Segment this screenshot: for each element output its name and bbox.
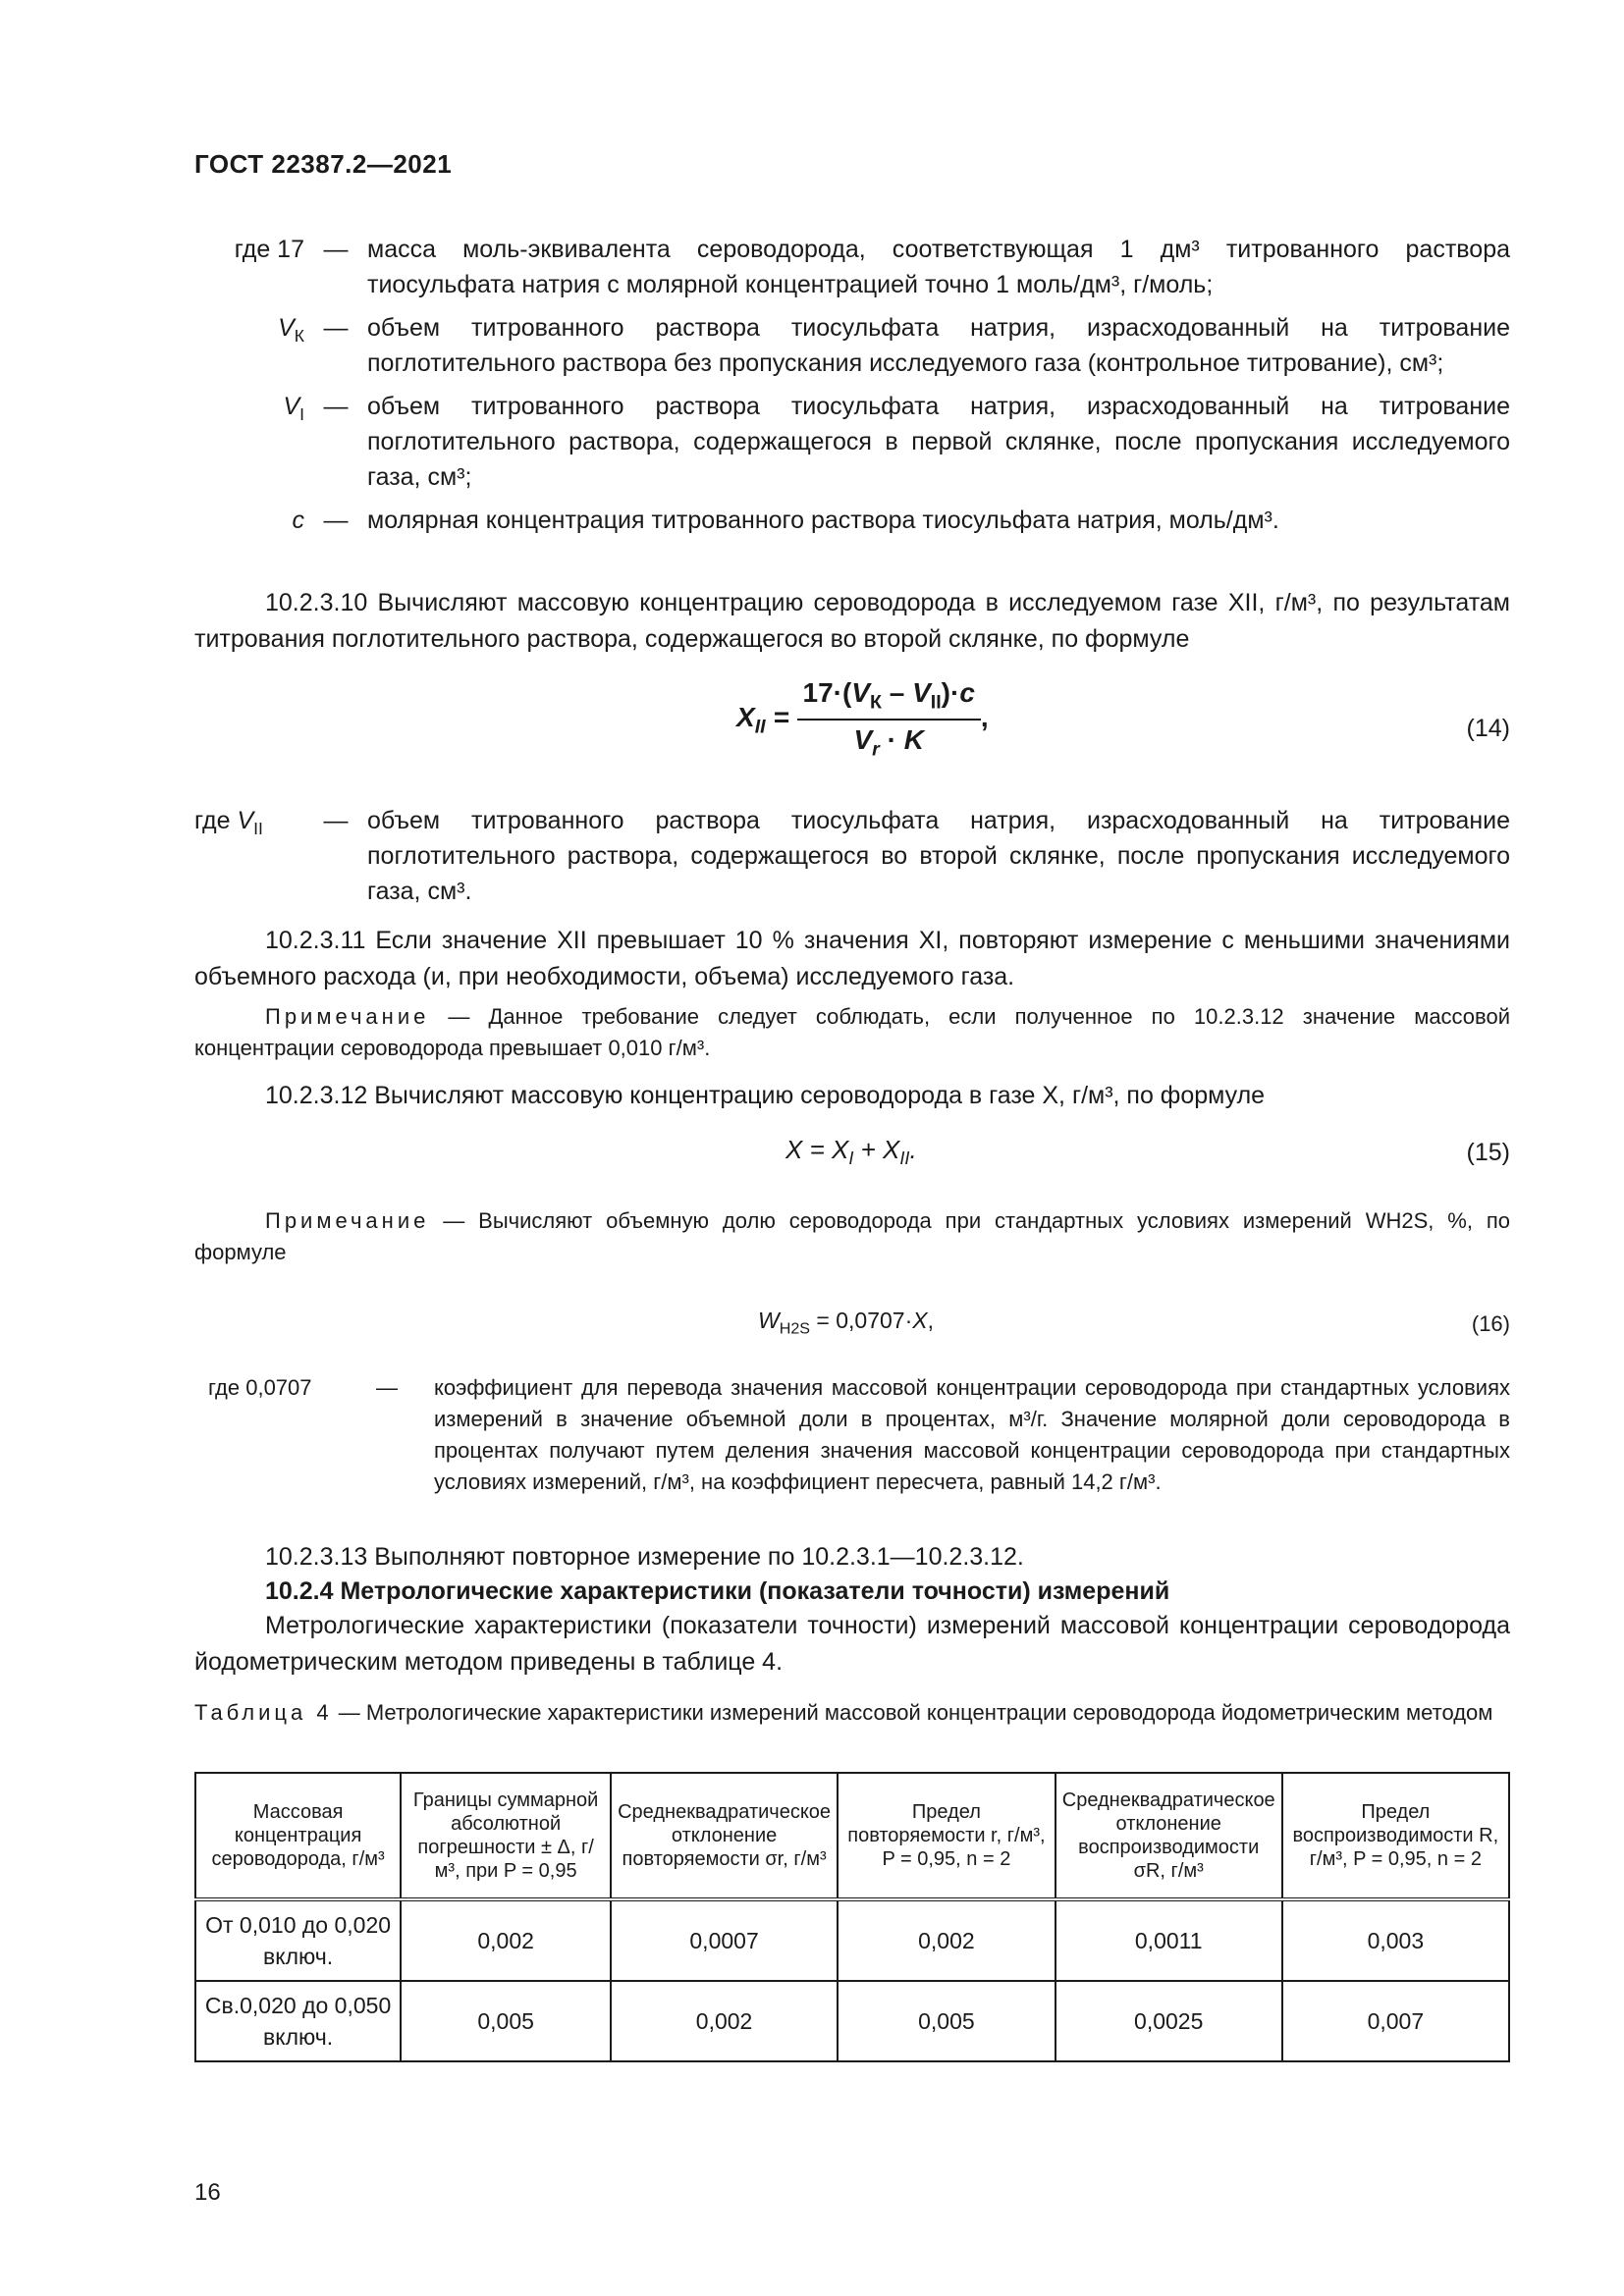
definition-symbol: где $V_{II}$ <box>194 807 263 838</box>
document-header: ГОСТ 22387.2—2021 <box>194 149 453 179</box>
table-cell: 0,002 <box>611 1981 838 2061</box>
table-header-cell: Предел повторяемости r, г/м³, P = 0,95, n = 2 <box>838 1773 1056 1899</box>
definition-item <box>194 310 1510 381</box>
note-label: Примечание <box>265 1208 430 1233</box>
page-number: 16 <box>194 2179 221 2206</box>
equation-number-15: (15) <box>1466 1139 1510 1166</box>
definition-symbol: $V_I$ <box>283 393 304 424</box>
table-header-cell: Массовая концентрация сероводорода, г/м³ <box>195 1773 401 1899</box>
definition-dash: — <box>323 393 349 420</box>
formula-16: $W_{H2S} = 0,0707\cdot X$, <box>758 1308 934 1338</box>
table-cell: От 0,010 до 0,020 включ. <box>195 1899 401 1981</box>
formula-14-numerator: $17\cdot(V_К - V_{II})\cdot c$ <box>802 677 975 714</box>
table-cell: 0,0025 <box>1056 1981 1282 2061</box>
formula-14-lhs: $X_{II}$ = <box>736 701 789 738</box>
table-4 <box>194 1772 1510 2062</box>
formula-14 <box>736 677 989 761</box>
table-header-row <box>195 1773 1509 1899</box>
paragraph-text: 10.2.3.12 Вычисляют массовую концентрацию сероводорода в газе X, г/м³, по формуле <box>265 1082 1266 1109</box>
definition-item <box>194 389 1510 495</box>
definitions-eq13 <box>194 232 1510 546</box>
table-cell: 0,003 <box>1282 1899 1509 1981</box>
definition-symbol: c <box>292 507 304 534</box>
table-cell: 0,005 <box>838 1981 1056 2061</box>
table-header-cell: Среднеквадратическое отклонение повторяемости σr, г/м³ <box>611 1773 838 1899</box>
definition-item <box>194 1372 1510 1498</box>
definition-dash: — <box>323 314 349 342</box>
definitions-eq14 <box>194 803 1510 917</box>
table-cell: 0,002 <box>401 1899 611 1981</box>
formula-14-tail: , <box>980 701 989 732</box>
paragraph-10-2-3-12 <box>194 1078 1510 1114</box>
table-caption-label: Таблица 4 <box>194 1700 333 1725</box>
table-cell: 0,007 <box>1282 1981 1509 2061</box>
formula-15: $X = X_I + X_{II}$. <box>785 1135 917 1169</box>
definition-text: молярная концентрация титрованного раствора тиосульфата натрия, моль/дм³. <box>367 507 1279 534</box>
table-row <box>195 1899 1509 1981</box>
definition-text: объем титрованного раствора тиосульфата натрия, израсходованный на титрование поглотительного раствора, содержащегося в первой склянке, после пропускания исследуемого газа, см³; <box>367 393 1510 491</box>
definition-dash: — <box>323 236 349 263</box>
definition-dash: — <box>376 1375 398 1400</box>
paragraph-text: 10.2.3.11 Если значение XII превышает 10 % значения XI, повторяют измерение с меньшими значениями объемного расхода (и, при необходимости, объема) исследуемого газа. <box>194 927 1510 990</box>
definition-text: коэффициент для перевода значения массовой концентрации сероводорода при стандартных условиях измерений в значение объемной доли в процентах, м³/г. Значение молярной доли сероводорода в процентах получают путем деления значения массовой концентрации сероводорода при стандартных условиях измерений, г/м³, на коэффициент пересчета, равный 14,2 г/м³. <box>434 1375 1510 1494</box>
formula-14-fraction <box>797 677 981 761</box>
definition-item <box>194 503 1510 538</box>
table-cell: 0,0007 <box>611 1899 838 1981</box>
note-label: Примечание <box>265 1004 430 1029</box>
note-1 <box>194 1001 1510 1064</box>
table-row <box>195 1981 1509 2061</box>
table-header-cell: Среднеквадратическое отклонение воспроизводимости σR, г/м³ <box>1056 1773 1282 1899</box>
definition-dash: — <box>323 507 349 534</box>
definitions-eq16 <box>194 1372 1510 1506</box>
table-header-cell: Предел воспроизводимости R, г/м³, P = 0,95, n = 2 <box>1282 1773 1509 1899</box>
note-text: — Данное требование следует соблюдать, если полученное по 10.2.3.12 значение массовой концентрации сероводорода превышает 0,010 г/м³. <box>194 1004 1510 1060</box>
definition-symbol: где 0,0707 <box>208 1375 312 1400</box>
definition-text: масса моль-эквивалента сероводорода, соответствующая 1 дм³ титрованного раствора тиосульфата натрия с молярной концентрацией точно 1 моль/дм³, г/моль; <box>367 236 1510 298</box>
paragraph-10-2-4 <box>194 1608 1510 1681</box>
definition-symbol: где 17 <box>234 236 304 263</box>
formula-14-denominator: $V_r \cdot K$ <box>797 719 981 762</box>
table-cell: 0,002 <box>838 1899 1056 1981</box>
definition-text: объем титрованного раствора тиосульфата натрия, израсходованный на титрование поглотительного раствора, содержащегося во второй склянке, после пропускания исследуемого газа, см³. <box>367 807 1510 905</box>
note-text: — Вычисляют объемную долю сероводорода при стандартных условиях измерений WH2S, %, по формуле <box>194 1208 1510 1264</box>
table-4-caption <box>194 1698 1510 1728</box>
definition-dash: — <box>323 807 349 834</box>
table-caption-text: — Метрологические характеристики измерений массовой концентрации сероводорода йодометрическим методом <box>332 1700 1493 1725</box>
table-cell: Св.0,020 до 0,050 включ. <box>195 1981 401 2061</box>
paragraph-10-2-3-13 <box>194 1539 1510 1575</box>
paragraph-10-2-3-10 <box>194 585 1510 658</box>
definition-symbol: $V_К$ <box>278 314 304 346</box>
paragraph-text: Метрологические характеристики (показатели точности) измерений массовой концентрации сероводорода йодометрическим методом приведены в таблице 4. <box>194 1612 1510 1676</box>
table-cell: 0,0011 <box>1056 1899 1282 1981</box>
paragraph-10-2-3-11 <box>194 923 1510 995</box>
definition-item <box>194 803 1510 909</box>
table-cell: 0,005 <box>401 1981 611 2061</box>
paragraph-text: 10.2.3.10 Вычисляют массовую концентрацию сероводорода в исследуемом газе XII, г/м³, по результатам титрования поглотительного раствора, содержащегося во второй склянке, по формуле <box>194 589 1510 653</box>
note-2 <box>194 1205 1510 1268</box>
table-header-cell: Границы суммарной абсолютной погрешности ± Δ, г/м³, при P = 0,95 <box>401 1773 611 1899</box>
definition-item <box>194 232 1510 302</box>
equation-number-14: (14) <box>1466 715 1510 742</box>
definition-text: объем титрованного раствора тиосульфата натрия, израсходованный на титрование поглотительного раствора без пропускания исследуемого газа (контрольное титрование), см³; <box>367 314 1510 377</box>
equation-number-16: (16) <box>1471 1311 1510 1336</box>
section-heading: 10.2.4 Метрологические характеристики (показатели точности) измерений <box>265 1577 1170 1605</box>
heading-10-2-4 <box>194 1574 1510 1610</box>
paragraph-text: 10.2.3.13 Выполняют повторное измерение по 10.2.3.1—10.2.3.12. <box>265 1543 1024 1571</box>
